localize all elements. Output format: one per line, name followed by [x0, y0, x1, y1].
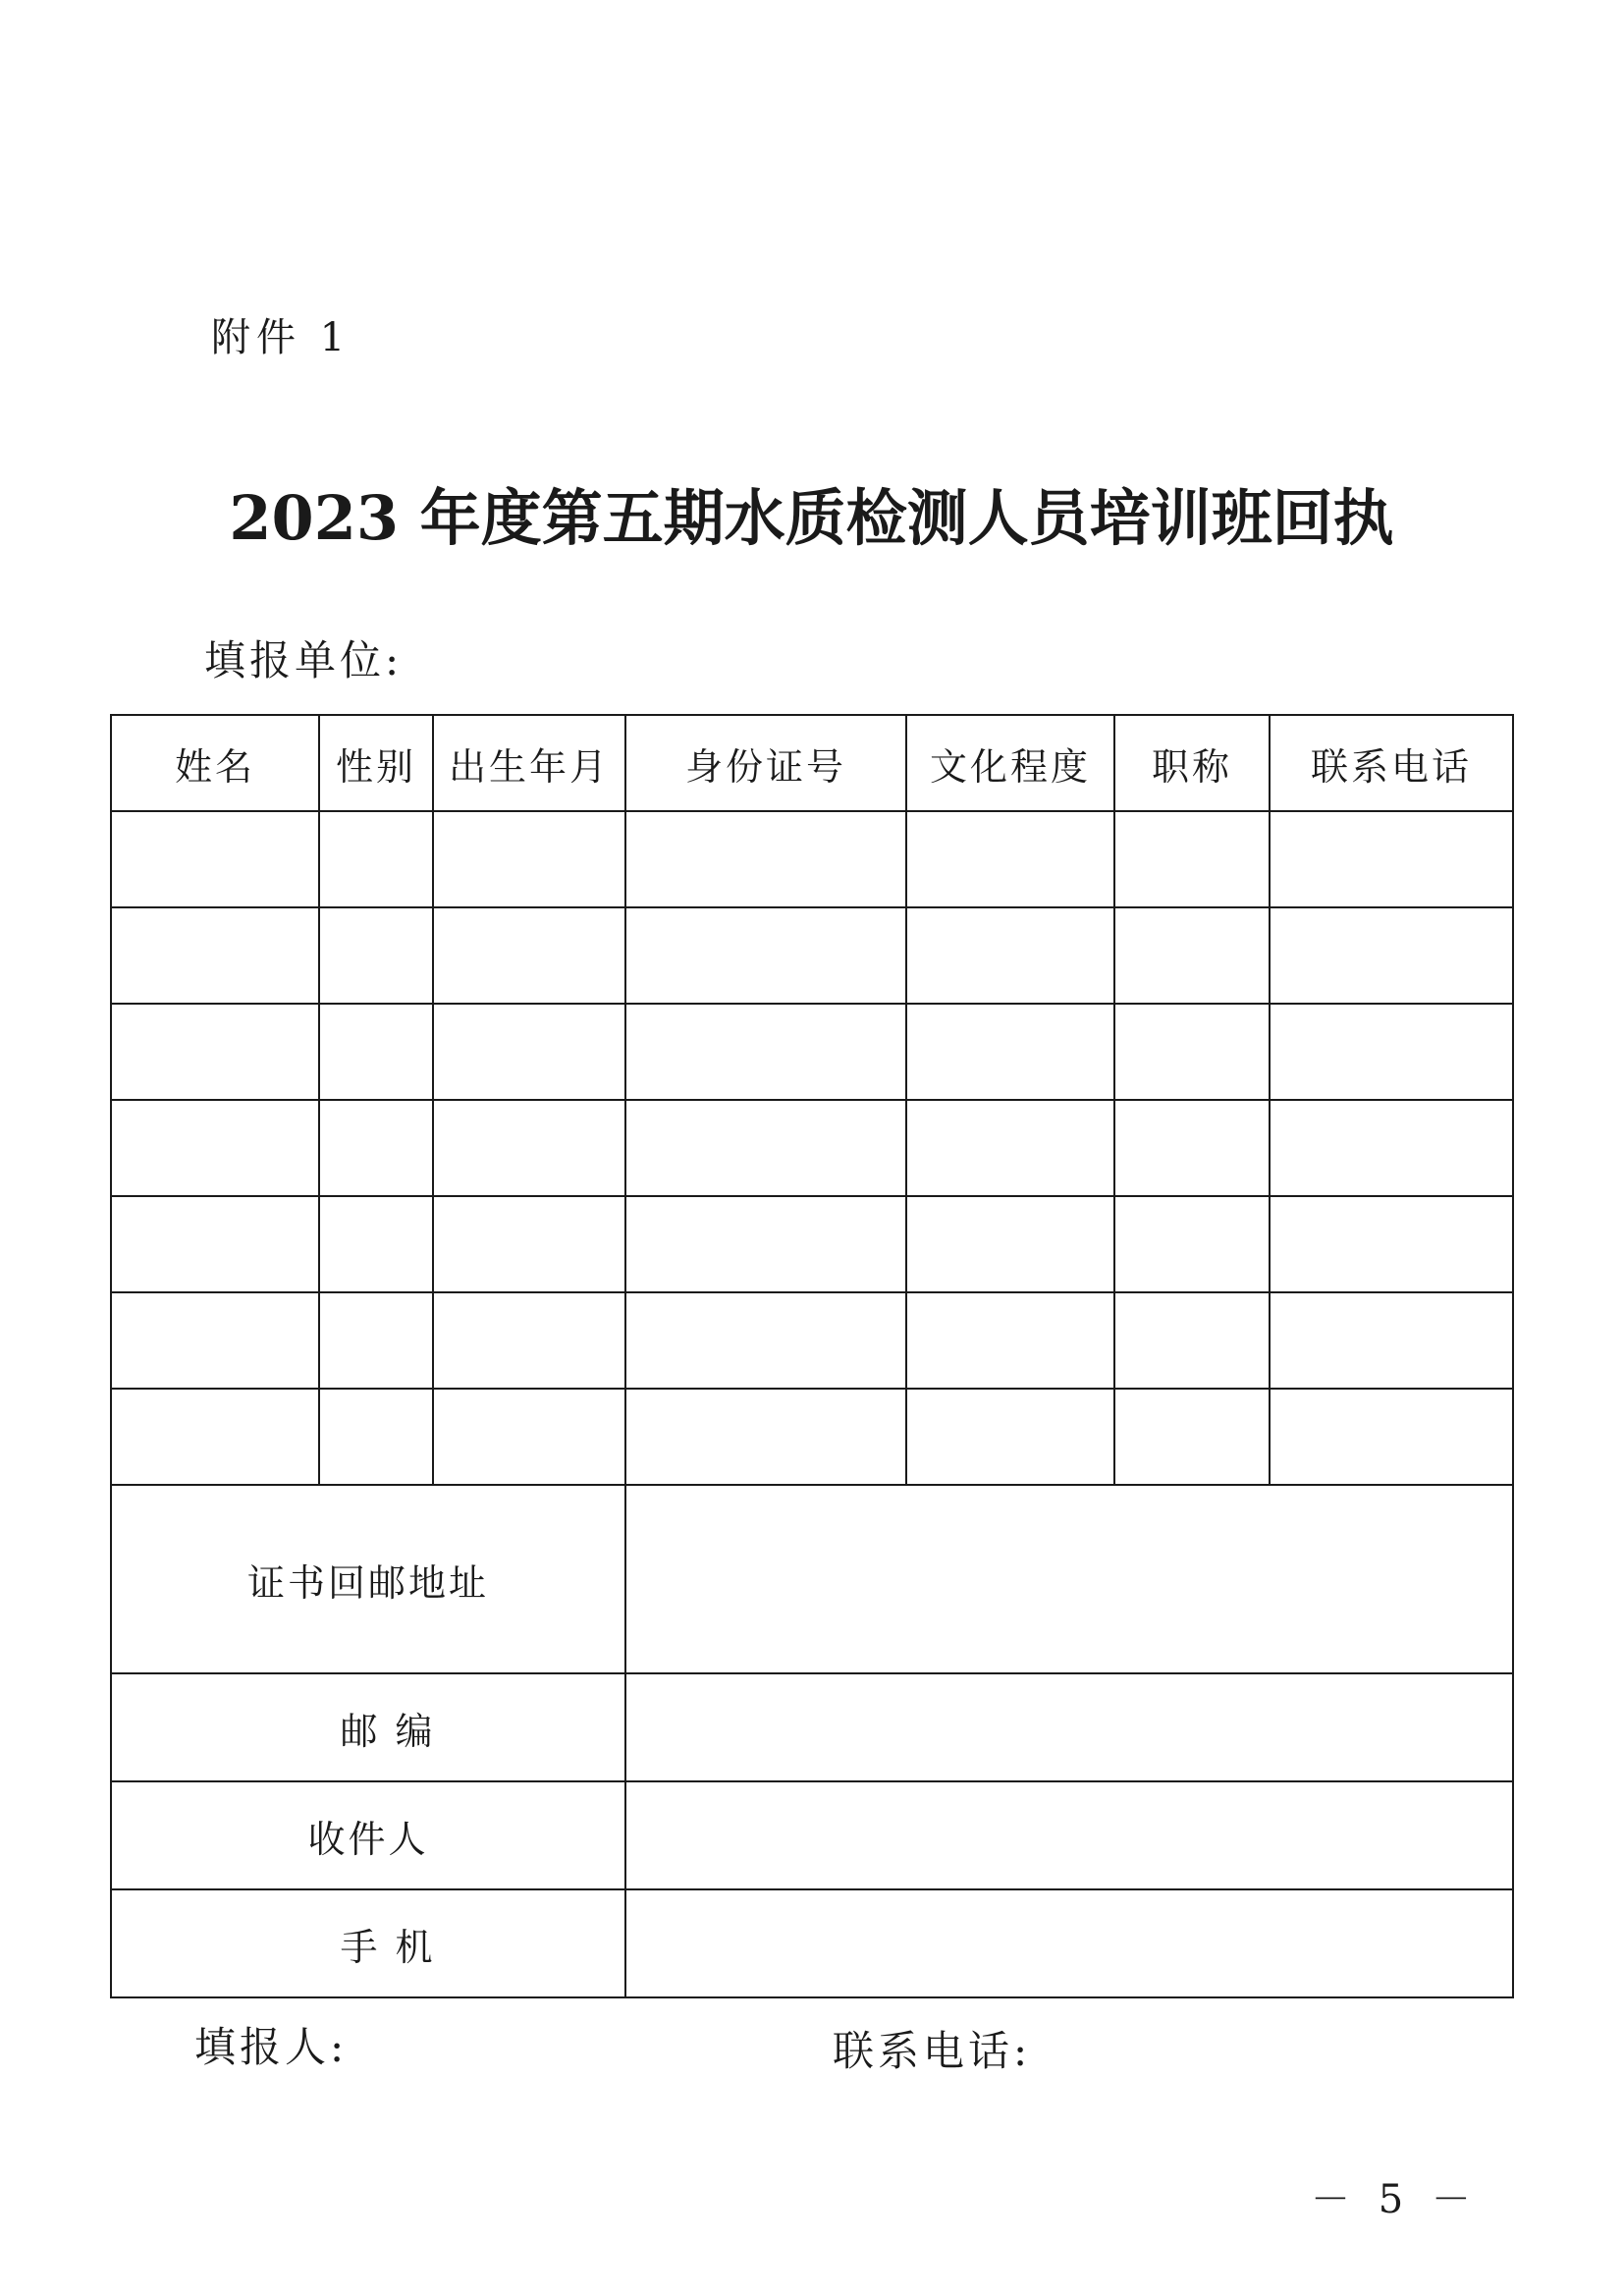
table-cell[interactable] — [906, 907, 1114, 1004]
header-gender: 性别 — [319, 715, 433, 811]
table-cell[interactable] — [111, 907, 319, 1004]
table-cell[interactable] — [111, 1196, 319, 1292]
table-cell[interactable] — [1270, 1292, 1513, 1389]
table-cell[interactable] — [625, 1100, 906, 1196]
table-row — [111, 1292, 1513, 1389]
table-cell[interactable] — [1270, 811, 1513, 907]
table-cell[interactable] — [111, 811, 319, 907]
table-cell[interactable] — [625, 1292, 906, 1389]
table-cell[interactable] — [1114, 1389, 1270, 1485]
table-cell[interactable] — [433, 1292, 625, 1389]
table-cell[interactable] — [625, 1389, 906, 1485]
table-cell[interactable] — [319, 1196, 433, 1292]
table-cell[interactable] — [433, 1389, 625, 1485]
postcode-row — [111, 1673, 1513, 1781]
table-cell[interactable] — [111, 1292, 319, 1389]
table-row — [111, 1389, 1513, 1485]
table-row — [111, 1196, 1513, 1292]
registration-table — [110, 714, 1514, 1998]
table-cell[interactable] — [906, 1292, 1114, 1389]
header-title: 职称 — [1114, 715, 1270, 811]
recipient-row — [111, 1781, 1513, 1889]
table-cell[interactable] — [111, 1100, 319, 1196]
recipient-value-cell[interactable] — [625, 1781, 1513, 1889]
table-row — [111, 1004, 1513, 1100]
table-cell[interactable] — [1270, 907, 1513, 1004]
table-cell[interactable] — [1270, 1100, 1513, 1196]
mobile-value-cell[interactable] — [625, 1889, 1513, 1997]
table-cell[interactable] — [906, 1100, 1114, 1196]
table-cell[interactable] — [1270, 1196, 1513, 1292]
address-label: 证书回邮地址 — [111, 1485, 625, 1673]
table-cell[interactable] — [906, 1004, 1114, 1100]
mobile-row — [111, 1889, 1513, 1997]
table-cell[interactable] — [906, 1389, 1114, 1485]
table-cell[interactable] — [319, 1004, 433, 1100]
table-cell[interactable] — [625, 1004, 906, 1100]
filler-label: 填报人: — [194, 2023, 349, 2071]
table-cell[interactable] — [319, 1100, 433, 1196]
table-cell[interactable] — [111, 1004, 319, 1100]
table-cell[interactable] — [625, 811, 906, 907]
table-cell[interactable] — [319, 811, 433, 907]
address-row — [111, 1485, 1513, 1673]
table-cell[interactable] — [433, 1004, 625, 1100]
table-cell[interactable] — [319, 1389, 433, 1485]
table-cell[interactable] — [433, 907, 625, 1004]
table-cell[interactable] — [433, 1100, 625, 1196]
document-title: 2023 年度第五期水质检测人员培训班回执 — [229, 482, 1394, 554]
table-cell[interactable] — [1270, 1389, 1513, 1485]
postcode-value-cell[interactable] — [625, 1673, 1513, 1781]
table-cell[interactable] — [1114, 1100, 1270, 1196]
table-cell[interactable] — [1270, 1004, 1513, 1100]
table-row — [111, 1100, 1513, 1196]
table-cell[interactable] — [1114, 1004, 1270, 1100]
table-cell[interactable] — [319, 1292, 433, 1389]
header-phone: 联系电话 — [1270, 715, 1513, 811]
table-cell[interactable] — [433, 1196, 625, 1292]
table-cell[interactable] — [906, 811, 1114, 907]
table-cell[interactable] — [906, 1196, 1114, 1292]
page-number: － 5 － — [1311, 2177, 1479, 2222]
table-cell[interactable] — [111, 1389, 319, 1485]
table-cell[interactable] — [1114, 1292, 1270, 1389]
table-cell[interactable] — [319, 907, 433, 1004]
table-cell[interactable] — [1114, 811, 1270, 907]
table-cell[interactable] — [625, 1196, 906, 1292]
table-row — [111, 811, 1513, 907]
table-cell[interactable] — [433, 811, 625, 907]
attachment-label: 附件 1 — [211, 315, 352, 360]
table-header-row — [111, 715, 1513, 811]
table-cell[interactable] — [1114, 907, 1270, 1004]
header-id-number: 身份证号 — [625, 715, 906, 811]
table-cell[interactable] — [625, 907, 906, 1004]
table-row — [111, 907, 1513, 1004]
header-birth: 出生年月 — [433, 715, 625, 811]
table-cell[interactable] — [1114, 1196, 1270, 1292]
filler-phone-label: 联系电话: — [833, 2027, 1032, 2075]
mobile-label: 手 机 — [111, 1889, 625, 1997]
address-value-cell[interactable] — [625, 1485, 1513, 1673]
recipient-label: 收件人 — [111, 1781, 625, 1889]
unit-label: 填报单位: — [204, 636, 404, 684]
header-education: 文化程度 — [906, 715, 1114, 811]
postcode-label: 邮 编 — [111, 1673, 625, 1781]
header-name: 姓名 — [111, 715, 319, 811]
